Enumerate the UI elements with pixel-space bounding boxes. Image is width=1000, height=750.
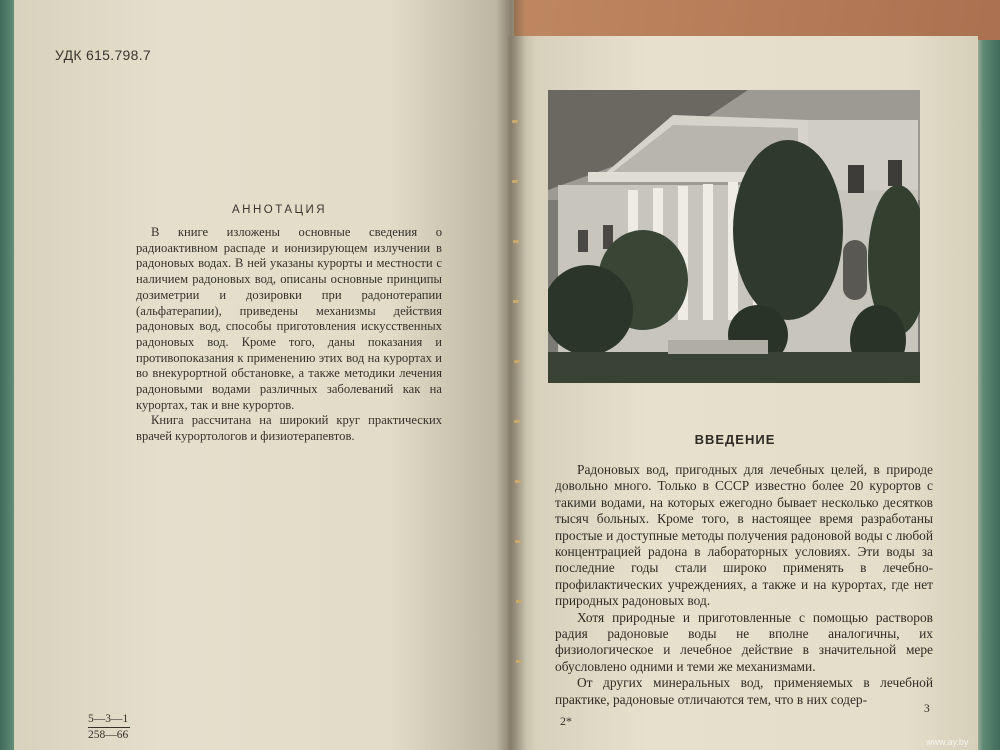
binding-stitch bbox=[512, 120, 518, 123]
binding-stitch bbox=[513, 300, 519, 303]
book-gutter bbox=[496, 0, 526, 750]
binding-stitch bbox=[512, 180, 518, 183]
sanatorium-building-image bbox=[548, 90, 920, 383]
annotation-body bbox=[136, 225, 442, 445]
binding-stitch bbox=[516, 600, 522, 603]
udk-code: УДК 615.798.7 bbox=[55, 47, 151, 63]
page-number: 3 bbox=[924, 703, 930, 715]
publication-code bbox=[88, 712, 130, 742]
binding-stitch bbox=[516, 660, 522, 663]
annotation-title: АННОТАЦИЯ bbox=[232, 204, 328, 216]
introduction-paragraph: Хотя природные и приготовленные с помощью растворов радия радоновые воды не вполне аналогичны, их физиологическое и лечебное действие в значительной мере обусловлено одними и теми же механизмами. bbox=[555, 609, 933, 674]
annotation-paragraph: Книга рассчитана на широкий круг практических врачей курортологов и физиотерапевтов. bbox=[136, 413, 442, 444]
publication-code-bottom: 258—66 bbox=[88, 729, 129, 741]
introduction-body bbox=[555, 462, 933, 708]
binding-stitch bbox=[514, 420, 520, 423]
building-photo bbox=[548, 90, 920, 383]
introduction-paragraph: Радоновых вод, пригодных для лечебных целей, в природе довольно много. Только в СССР известно более 20 курортов с такими водами, на которых ежегодно бывает несколько десятков тысяч больных. Кроме того, в настоящее время разработаны простые и доступные методы получения радоновой воды с любой концентрацией радона в лабораторных условиях. Эти воды за последние годы стали широко применять в лечебно-профилактических учреждениях, а также и на курортах, где нет природных радоновых вод. bbox=[555, 462, 933, 609]
annotation-paragraph: В книге изложены основные сведения о радиоактивном распаде и ионизирующем излучении в радоновых водах. В ней указаны курорты и местности с наличием радоновых вод, описаны основные принципы дозиметрии и дозировки при радонотерапии (альфатерапии), приведены механизмы действия радоновых вод, способы приготовления искусственных радоновых вод. Кроме того, даны показания и противопоказания к применению этих вод на курортах и во внекурортной обстановке, а также методики лечения радоновыми водами различных заболеваний как на курортах, так и вне курортов. bbox=[136, 225, 442, 412]
binding-stitch bbox=[515, 540, 521, 543]
binding-stitch bbox=[515, 480, 521, 483]
binding-stitch bbox=[514, 360, 520, 363]
printer-signature: 2* bbox=[560, 714, 572, 728]
introduction-title: ВВЕДЕНИЕ bbox=[694, 432, 776, 447]
watermark: www.ay.by bbox=[926, 737, 969, 747]
publication-code-top: 5—3—1 bbox=[88, 712, 130, 728]
introduction-paragraph: От других минеральных вод, применяемых в лечебной практике, радоновые отличаются тем, что в них содер- bbox=[555, 675, 933, 707]
binding-stitch bbox=[513, 240, 519, 243]
